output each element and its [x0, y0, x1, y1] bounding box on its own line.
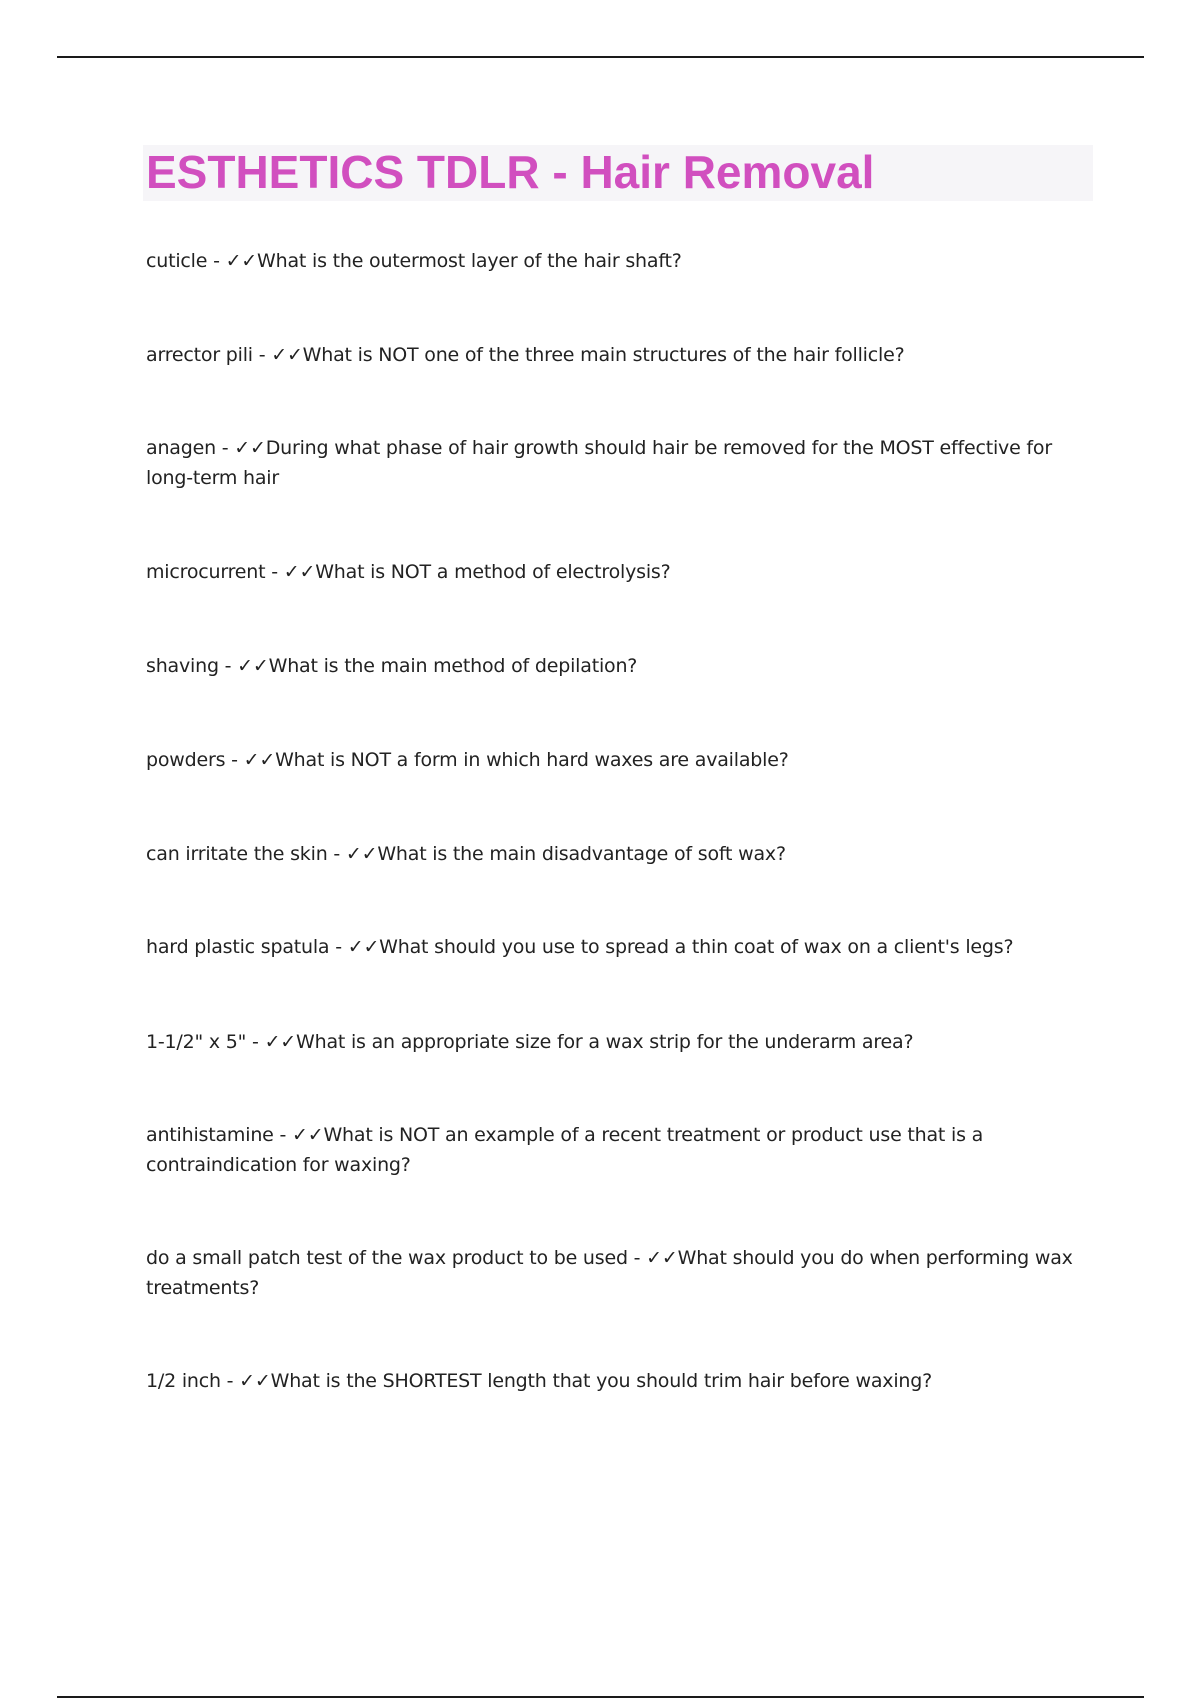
- separator: -: [215, 437, 235, 459]
- answer-text: can irritate the skin: [146, 843, 328, 865]
- answer-text: antihistamine: [146, 1124, 274, 1146]
- answer-text: shaving: [146, 655, 219, 677]
- flashcard-item: [146, 839, 1086, 869]
- question-text: What is the outermost layer of the hair shaft?: [257, 250, 682, 272]
- flashcard-item: [146, 1243, 1086, 1303]
- question-text: During what phase of hair growth should hair be removed for the MOST effective for long-term hair: [146, 437, 1052, 489]
- separator: -: [246, 1031, 265, 1053]
- page-title: ESTHETICS TDLR - Hair Removal: [146, 146, 875, 198]
- question-text: What is NOT an example of a recent treatment or product use that is a contraindication for waxing?: [146, 1124, 984, 1176]
- separator: -: [627, 1247, 647, 1269]
- question-text: What is NOT one of the three main structures of the hair follicle?: [302, 344, 905, 366]
- separator: -: [265, 561, 284, 583]
- separator: -: [207, 250, 226, 272]
- check-icon: ✓✓: [646, 1247, 678, 1269]
- check-icon: ✓✓: [283, 561, 316, 583]
- answer-text: anagen: [146, 437, 216, 459]
- flashcard-item: [146, 651, 1086, 681]
- answer-text: powders: [146, 749, 226, 771]
- question-text: What is the SHORTEST length that you should trim hair before waxing?: [270, 1370, 933, 1392]
- separator: -: [252, 344, 272, 366]
- question-text: What is NOT a form in which hard waxes are available?: [275, 749, 789, 771]
- flashcard-item: [146, 1120, 1086, 1180]
- question-text: What is an appropriate size for a wax strip for the underarm area?: [296, 1031, 914, 1053]
- check-icon: ✓✓: [292, 1124, 324, 1146]
- check-icon: ✓✓: [225, 250, 258, 272]
- flashcard-item: [146, 246, 1086, 276]
- separator: -: [225, 749, 244, 771]
- check-icon: ✓✓: [271, 344, 303, 366]
- question-text: What should you use to spread a thin coat of wax on a client's legs?: [379, 936, 1014, 958]
- flashcard-item: [146, 340, 1086, 370]
- top-divider: [57, 56, 1144, 58]
- answer-text: 1-1/2" x 5": [146, 1031, 247, 1053]
- flashcard-item: [146, 557, 1086, 587]
- flashcard-item: [146, 745, 1086, 775]
- answer-text: do a small patch test of the wax product to be used: [146, 1247, 628, 1269]
- flashcard-item: [146, 1366, 1086, 1396]
- separator: -: [329, 936, 348, 958]
- check-icon: ✓✓: [347, 936, 380, 958]
- check-icon: ✓✓: [243, 749, 276, 771]
- check-icon: ✓✓: [234, 437, 266, 459]
- separator: -: [218, 655, 238, 677]
- check-icon: ✓✓: [264, 1031, 297, 1053]
- separator: -: [273, 1124, 292, 1146]
- answer-text: microcurrent: [146, 561, 266, 583]
- answer-text: 1/2 inch: [146, 1370, 221, 1392]
- question-text: What is the main method of depilation?: [268, 655, 638, 677]
- flashcard-item: [146, 932, 1086, 962]
- answer-text: cuticle: [146, 250, 208, 272]
- bottom-divider: [57, 1696, 1144, 1698]
- answer-text: hard plastic spatula: [146, 936, 330, 958]
- question-text: What should you do when performing wax treatments?: [146, 1247, 1073, 1299]
- separator: -: [327, 843, 346, 865]
- separator: -: [220, 1370, 240, 1392]
- question-text: What is NOT a method of electrolysis?: [315, 561, 671, 583]
- flashcard-item: [146, 1027, 1086, 1057]
- check-icon: ✓✓: [345, 843, 378, 865]
- check-icon: ✓✓: [239, 1370, 271, 1392]
- answer-text: arrector pili: [146, 344, 253, 366]
- check-icon: ✓✓: [237, 655, 269, 677]
- question-text: What is the main disadvantage of soft wax?: [377, 843, 786, 865]
- flashcard-item: [146, 433, 1086, 493]
